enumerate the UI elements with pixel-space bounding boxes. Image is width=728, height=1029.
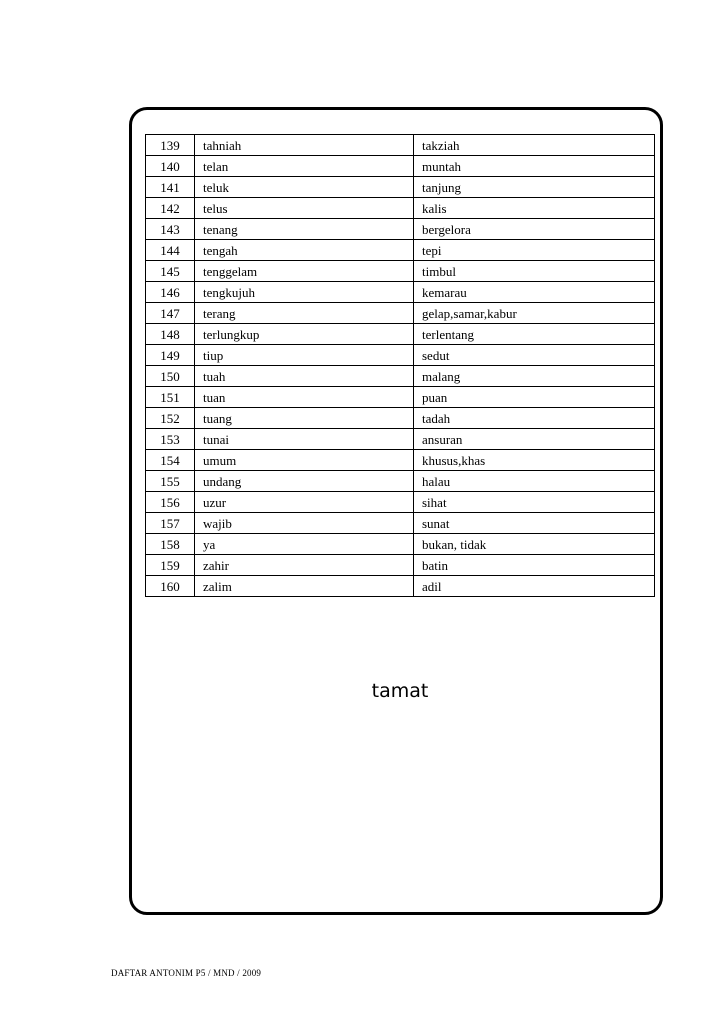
table-row xyxy=(146,240,655,261)
word-cell: tuang xyxy=(195,408,414,429)
word-cell: ya xyxy=(195,534,414,555)
table-row xyxy=(146,135,655,156)
word-cell: tuah xyxy=(195,366,414,387)
antonym-cell: tadah xyxy=(414,408,655,429)
table-row xyxy=(146,156,655,177)
word-cell: tahniah xyxy=(195,135,414,156)
table-row xyxy=(146,555,655,576)
antonym-cell: tanjung xyxy=(414,177,655,198)
row-number: 158 xyxy=(146,534,195,555)
row-number: 151 xyxy=(146,387,195,408)
table-row xyxy=(146,324,655,345)
word-cell: zalim xyxy=(195,576,414,597)
word-cell: telan xyxy=(195,156,414,177)
antonym-cell: gelap,samar,kabur xyxy=(414,303,655,324)
word-cell: tuan xyxy=(195,387,414,408)
antonym-cell: kalis xyxy=(414,198,655,219)
word-cell: uzur xyxy=(195,492,414,513)
word-cell: tengah xyxy=(195,240,414,261)
row-number: 146 xyxy=(146,282,195,303)
antonym-cell: adil xyxy=(414,576,655,597)
antonym-cell: batin xyxy=(414,555,655,576)
table-row xyxy=(146,576,655,597)
word-cell: umum xyxy=(195,450,414,471)
table-row xyxy=(146,513,655,534)
table-row xyxy=(146,408,655,429)
row-number: 149 xyxy=(146,345,195,366)
word-cell: terang xyxy=(195,303,414,324)
antonym-cell: sihat xyxy=(414,492,655,513)
table-row xyxy=(146,471,655,492)
table-row xyxy=(146,177,655,198)
antonym-cell: muntah xyxy=(414,156,655,177)
row-number: 140 xyxy=(146,156,195,177)
antonym-cell: sunat xyxy=(414,513,655,534)
antonym-cell: ansuran xyxy=(414,429,655,450)
table-row xyxy=(146,492,655,513)
row-number: 147 xyxy=(146,303,195,324)
table-row xyxy=(146,429,655,450)
word-cell: telus xyxy=(195,198,414,219)
word-cell: tunai xyxy=(195,429,414,450)
row-number: 152 xyxy=(146,408,195,429)
word-cell: terlungkup xyxy=(195,324,414,345)
word-cell: tenang xyxy=(195,219,414,240)
antonym-cell: timbul xyxy=(414,261,655,282)
row-number: 142 xyxy=(146,198,195,219)
row-number: 144 xyxy=(146,240,195,261)
row-number: 139 xyxy=(146,135,195,156)
word-cell: tiup xyxy=(195,345,414,366)
table-row xyxy=(146,366,655,387)
page-footer: DAFTAR ANTONIM P5 / MND / 2009 xyxy=(111,968,262,978)
row-number: 160 xyxy=(146,576,195,597)
row-number: 159 xyxy=(146,555,195,576)
antonym-cell: bergelora xyxy=(414,219,655,240)
row-number: 155 xyxy=(146,471,195,492)
antonym-cell: khusus,khas xyxy=(414,450,655,471)
table-row xyxy=(146,387,655,408)
word-cell: wajib xyxy=(195,513,414,534)
table-row xyxy=(146,261,655,282)
antonym-cell: kemarau xyxy=(414,282,655,303)
antonym-table-body xyxy=(146,135,655,597)
table-row xyxy=(146,303,655,324)
antonym-cell: takziah xyxy=(414,135,655,156)
antonym-cell: tepi xyxy=(414,240,655,261)
row-number: 143 xyxy=(146,219,195,240)
antonym-table xyxy=(145,134,655,597)
row-number: 141 xyxy=(146,177,195,198)
row-number: 150 xyxy=(146,366,195,387)
row-number: 156 xyxy=(146,492,195,513)
row-number: 145 xyxy=(146,261,195,282)
table-row xyxy=(146,534,655,555)
table-row xyxy=(146,219,655,240)
row-number: 157 xyxy=(146,513,195,534)
word-cell: tenggelam xyxy=(195,261,414,282)
word-cell: tengkujuh xyxy=(195,282,414,303)
antonym-cell: sedut xyxy=(414,345,655,366)
antonym-cell: terlentang xyxy=(414,324,655,345)
word-cell: zahir xyxy=(195,555,414,576)
row-number: 154 xyxy=(146,450,195,471)
table-row xyxy=(146,282,655,303)
antonym-cell: puan xyxy=(414,387,655,408)
table-row xyxy=(146,450,655,471)
table-row xyxy=(146,198,655,219)
antonym-cell: halau xyxy=(414,471,655,492)
row-number: 153 xyxy=(146,429,195,450)
closing-text: tamat xyxy=(371,680,429,702)
antonym-cell: bukan, tidak xyxy=(414,534,655,555)
row-number: 148 xyxy=(146,324,195,345)
word-cell: teluk xyxy=(195,177,414,198)
table-row xyxy=(146,345,655,366)
word-cell: undang xyxy=(195,471,414,492)
antonym-cell: malang xyxy=(414,366,655,387)
